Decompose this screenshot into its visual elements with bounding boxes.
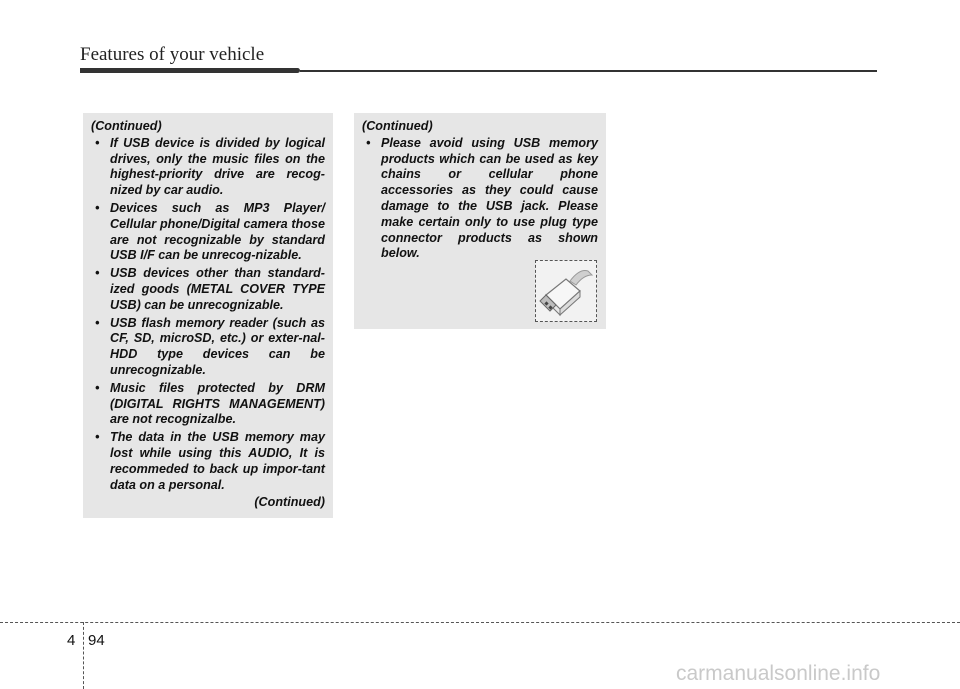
header-rule-thick [80,68,300,73]
usb-plug-icon [536,261,596,321]
list-item [91,136,325,199]
list-item [91,316,325,379]
list-item-text: USB devices other than standard-ized goods (METAL COVER TYPE USB) can be unrecognizable. [110,266,325,312]
list-item-text: Devices such as MP3 Player/ Cellular phone/Digital camera those are not recognizable by standard USB I/F can be unrecog-nizable. [110,200,325,263]
page-section-title: Features of your vehicle [80,44,265,65]
list-item [362,136,598,262]
list-item-text: Please avoid using USB memory products which can be used as key chains or cellular phone accessories as they could cause damage to the USB jack. Please make certain only to use plug type connector products as shown below. [381,135,598,261]
page-number: 94 [88,632,105,649]
header-rule-thin [300,70,877,72]
usb-notes-box-left [83,113,333,518]
list-item-text: The data in the USB memory may lost while using this AUDIO, It is recommeded to back up impor-tant data on a personal. [110,430,325,492]
bullet-icon: • [95,266,100,281]
footer-rule [0,622,960,623]
list-item [91,381,325,428]
continued-label-top: (Continued) [362,119,433,133]
usb-notes-list [362,136,598,262]
chapter-number: 4 [67,632,76,649]
continued-label-bottom: (Continued) [254,495,325,510]
continued-label-top: (Continued) [91,119,162,133]
footer-divider [83,622,84,689]
bullet-icon: • [95,430,100,445]
list-item-text: If USB device is divided by logical drives, only the music files on the highest-priority drive are recog-nized by car audio. [110,135,325,198]
list-item [91,201,325,264]
usb-notes-list [91,136,325,494]
watermark: carmanualsonline.info [676,662,881,685]
bullet-icon: • [95,200,100,215]
bullet-icon: • [95,135,100,150]
list-item [91,266,325,313]
list-item-text: Music files protected by DRM (DIGITAL RIGHTS MANAGEMENT) are not recognizalbe. [110,380,325,427]
list-item-text: USB flash memory reader (such as CF, SD, microSD, etc.) or exter-nal-HDD type devices can be unrecognizable. [110,315,325,377]
bullet-icon: • [366,135,371,150]
bullet-icon: • [95,315,100,330]
list-item [91,430,325,493]
usb-plug-illustration-icon [535,260,597,322]
bullet-icon: • [95,380,100,395]
